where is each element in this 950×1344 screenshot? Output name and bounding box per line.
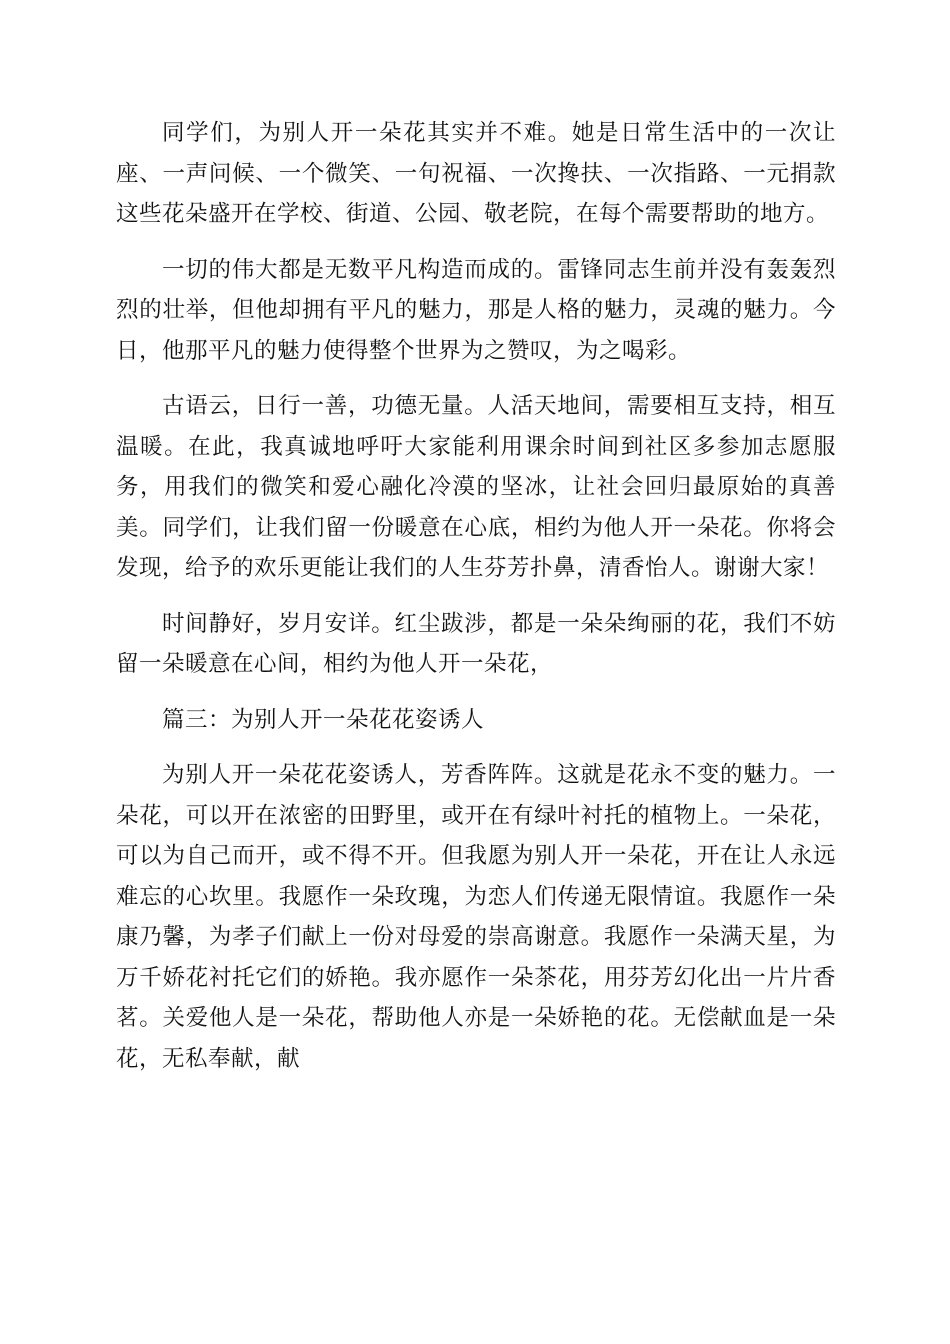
paragraph-1: 同学们，为别人开一朵花其实并不难。她是日常生活中的一次让座、一声问候、一个微笑、一句祝福、一次搀扶、一次指路、一元捐款这些花朵盛开在学校、街道、公园、敬老院，在每个需要帮助的地方。	[116, 120, 836, 227]
paragraph-3: 古语云，日行一善，功德无量。人活天地间，需要相互支持，相互温暖。在此，我真诚地呼吁大家能利用课余时间到社区多参加志愿服务，用我们的微笑和爱心融化冷漠的坚冰，让社会回归最原始的真善美。同学们，让我们留一份暖意在心底，相约为他人开一朵花。你将会发现，给予的欢乐更能让我们的人生芬芳扑鼻，清香怡人。谢谢大家！	[116, 393, 836, 581]
section-heading: 篇三：为别人开一朵花花姿诱人	[162, 706, 485, 733]
document-body	[116, 113, 836, 1094]
paragraph-2: 一切的伟大都是无数平凡构造而成的。雷锋同志生前并没有轰轰烈烈的壮举，但他却拥有平凡的魅力，那是人格的魅力，灵魂的魅力。今日，他那平凡的魅力使得整个世界为之赞叹，为之喝彩。	[116, 256, 836, 364]
section-paragraph: 为别人开一朵花花姿诱人，芳香阵阵。这就是花永不变的魅力。一朵花，可以开在浓密的田野里，或开在有绿叶衬托的植物上。一朵花，可以为自己而开，或不得不开。但我愿为别人开一朵花，开在让人永远难忘的心坎里。我愿作一朵玫瑰，为恋人们传递无限情谊。我愿作一朵康乃馨，为孝子们献上一份对母爱的崇高谢意。我愿作一朵满天星，为万千娇花衬托它们的娇艳。我亦愿作一朵茶花，用芬芳幻化出一片片香茗。关爱他人是一朵花，帮助他人亦是一朵娇艳的花。无偿献血是一朵花，无私奉献，献	[116, 762, 836, 1072]
paragraph-4: 时间静好，岁月安详。红尘跋涉，都是一朵朵绚丽的花，我们不妨留一朵暖意在心间，相约为他人开一朵花，	[116, 610, 836, 677]
